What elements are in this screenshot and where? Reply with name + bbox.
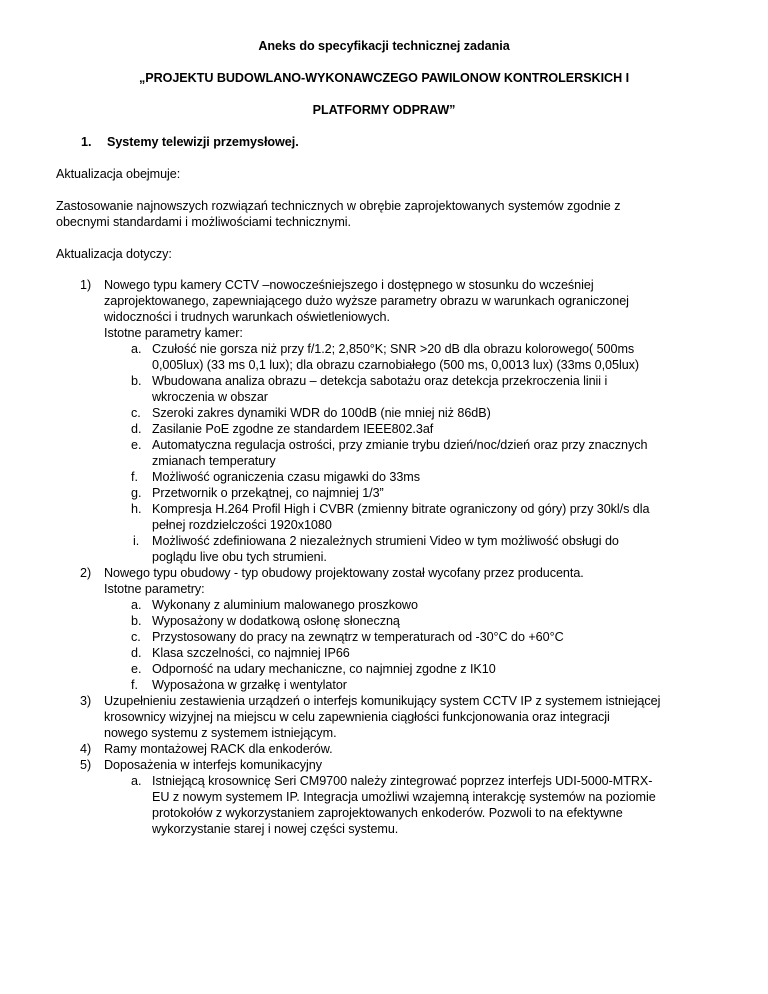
item-5-a-line4: wykorzystanie starej i nowej części systemu.: [152, 822, 399, 836]
item-1-params-label: Istotne parametry kamer:: [104, 326, 243, 340]
item-2-b-line1: Wyposażony w dodatkową osłonę słoneczną: [152, 614, 400, 628]
item-1-f-letter: f.: [131, 470, 138, 484]
item-1-e-letter: e.: [131, 438, 142, 452]
item-1-f-line1: Możliwość ograniczenia czasu migawki do 33ms: [152, 470, 420, 484]
item-3-number: 3): [80, 694, 92, 708]
item-3-line2: krosownicy wizyjnej na miejscu w celu zapewnienia ciągłości funkcjonowania oraz integracji: [104, 710, 610, 724]
item-1-h-letter: h.: [131, 502, 142, 516]
section-title: Systemy telewizji przemysłowej.: [107, 135, 299, 149]
item-1-line2: zaprojektowanego, zapewniającego dużo wyższe parametry obrazu w warunkach ograniczonej: [104, 294, 629, 308]
item-1-i-letter: i.: [133, 534, 140, 548]
scope-label: Aktualizacja obejmuje:: [56, 167, 181, 181]
item-1-b-line1: Wbudowana analiza obrazu – detekcja sabotażu oraz detekcja przekroczenia linii i: [152, 374, 608, 388]
item-5-line1: Doposażenia w interfejs komunikacyjny: [104, 758, 322, 772]
concerns-label: Aktualizacja dotyczy:: [56, 247, 172, 261]
item-2-d-line1: Klasa szczelności, co najmniej IP66: [152, 646, 350, 660]
item-1-h-line2: pełnej rozdzielczości 1920x1080: [152, 518, 332, 532]
project-name-line2: PLATFORMY ODPRAW”: [312, 103, 456, 117]
item-1-line1: Nowego typu kamery CCTV –nowocześniejszego i dostępnego w stosunku do wcześniej: [104, 278, 594, 292]
item-5-a-line2: EU z nowym systemem IP. Integracja umożliwi wzajemną interakcję systemów na poziomie: [152, 790, 656, 804]
item-2-b-letter: b.: [131, 614, 142, 628]
item-1-a-line1: Czułość nie gorsza niż przy f/1.2; 2,850°K; SNR >20 dB dla obrazu kolorowego( 500ms: [152, 342, 635, 356]
item-1-b-letter: b.: [131, 374, 142, 388]
item-1-number: 1): [80, 278, 92, 292]
item-5-a-line3: protokołów z wykorzystaniem zaprojektowanych enkoderów. Pozwoli to na efektywne: [152, 806, 623, 820]
item-2-d-letter: d.: [131, 646, 142, 660]
item-2-a-letter: a.: [131, 598, 142, 612]
item-2-e-letter: e.: [131, 662, 142, 676]
item-2-c-letter: c.: [131, 630, 141, 644]
item-5-a-letter: a.: [131, 774, 142, 788]
section-number: 1.: [81, 135, 92, 149]
item-2-a-line1: Wykonany z aluminium malowanego proszkowo: [152, 598, 418, 612]
item-2-c-line1: Przystosowany do pracy na zewnątrz w temperaturach od -30°C do +60°C: [152, 630, 564, 644]
item-1-c-line1: Szeroki zakres dynamiki WDR do 100dB (nie mniej niż 86dB): [152, 406, 491, 420]
item-4-line1: Ramy montażowej RACK dla enkoderów.: [104, 742, 333, 756]
item-1-a-line2: 0,005lux) (33 ms 0,1 lux); dla obrazu czarnobiałego (500 ms, 0,0013 lux) (33ms 0,05lux): [152, 358, 640, 372]
item-1-b-line2: wkroczenia w obszar: [152, 390, 268, 404]
item-3-line1: Uzupełnieniu zestawienia urządzeń o interfejs komunikujący system CCTV IP z systemem istniejącej: [104, 694, 661, 708]
item-2-number: 2): [80, 566, 92, 580]
item-1-a-letter: a.: [131, 342, 142, 356]
item-3-line3: nowego systemu z systemem istniejącym.: [104, 726, 337, 740]
item-1-h-line1: Kompresja H.264 Profil High i CVBR (zmienny bitrate ograniczony od góry) przy 30kl/s dla: [152, 502, 650, 516]
item-1-i-line1: Możliwość zdefiniowana 2 niezależnych strumieni Video w tym możliwość obsługi do: [152, 534, 619, 548]
item-4-number: 4): [80, 742, 92, 756]
document-title: Aneks do specyfikacji technicznej zadania: [258, 39, 510, 53]
item-2-line1: Nowego typu obudowy - typ obudowy projektowany został wycofany przez producenta.: [104, 566, 584, 580]
scope-text-line1: Zastosowanie najnowszych rozwiązań technicznych w obrębie zaprojektowanych systemów zgodnie z: [56, 199, 621, 213]
item-1-line3: widoczności i trudnych warunkach oświetleniowych.: [104, 310, 390, 324]
item-1-d-letter: d.: [131, 422, 142, 436]
project-name-line1: „PROJEKTU BUDOWLANO-WYKONAWCZEGO PAWILONOW KONTROLERSKICH I: [138, 71, 630, 85]
item-2-e-line1: Odporność na udary mechaniczne, co najmniej zgodne z IK10: [152, 662, 496, 676]
item-5-a-line1: Istniejącą krosownicę Seri CM9700 należy zintegrować poprzez interfejs UDI-5000-MTRX-: [152, 774, 653, 788]
item-2-f-line1: Wyposażona w grzałkę i wentylator: [152, 678, 347, 692]
item-1-g-line1: Przetwornik o przekątnej, co najmniej 1/3”: [152, 486, 384, 500]
item-1-e-line2: zmianach temperatury: [152, 454, 276, 468]
item-1-d-line1: Zasilanie PoE zgodne ze standardem IEEE802.3af: [152, 422, 434, 436]
item-1-c-letter: c.: [131, 406, 141, 420]
scope-text-line2: obecnymi standardami i możliwościami technicznymi.: [56, 215, 351, 229]
item-1-e-line1: Automatyczna regulacja ostrości, przy zmianie trybu dzień/noc/dzień oraz przy znacznych: [152, 438, 648, 452]
item-2-f-letter: f.: [131, 678, 138, 692]
item-1-g-letter: g.: [131, 486, 142, 500]
item-1-i-line2: poglądu live obu tych strumieni.: [152, 550, 327, 564]
item-5-number: 5): [80, 758, 92, 772]
item-2-params-label: Istotne parametry:: [104, 582, 205, 596]
